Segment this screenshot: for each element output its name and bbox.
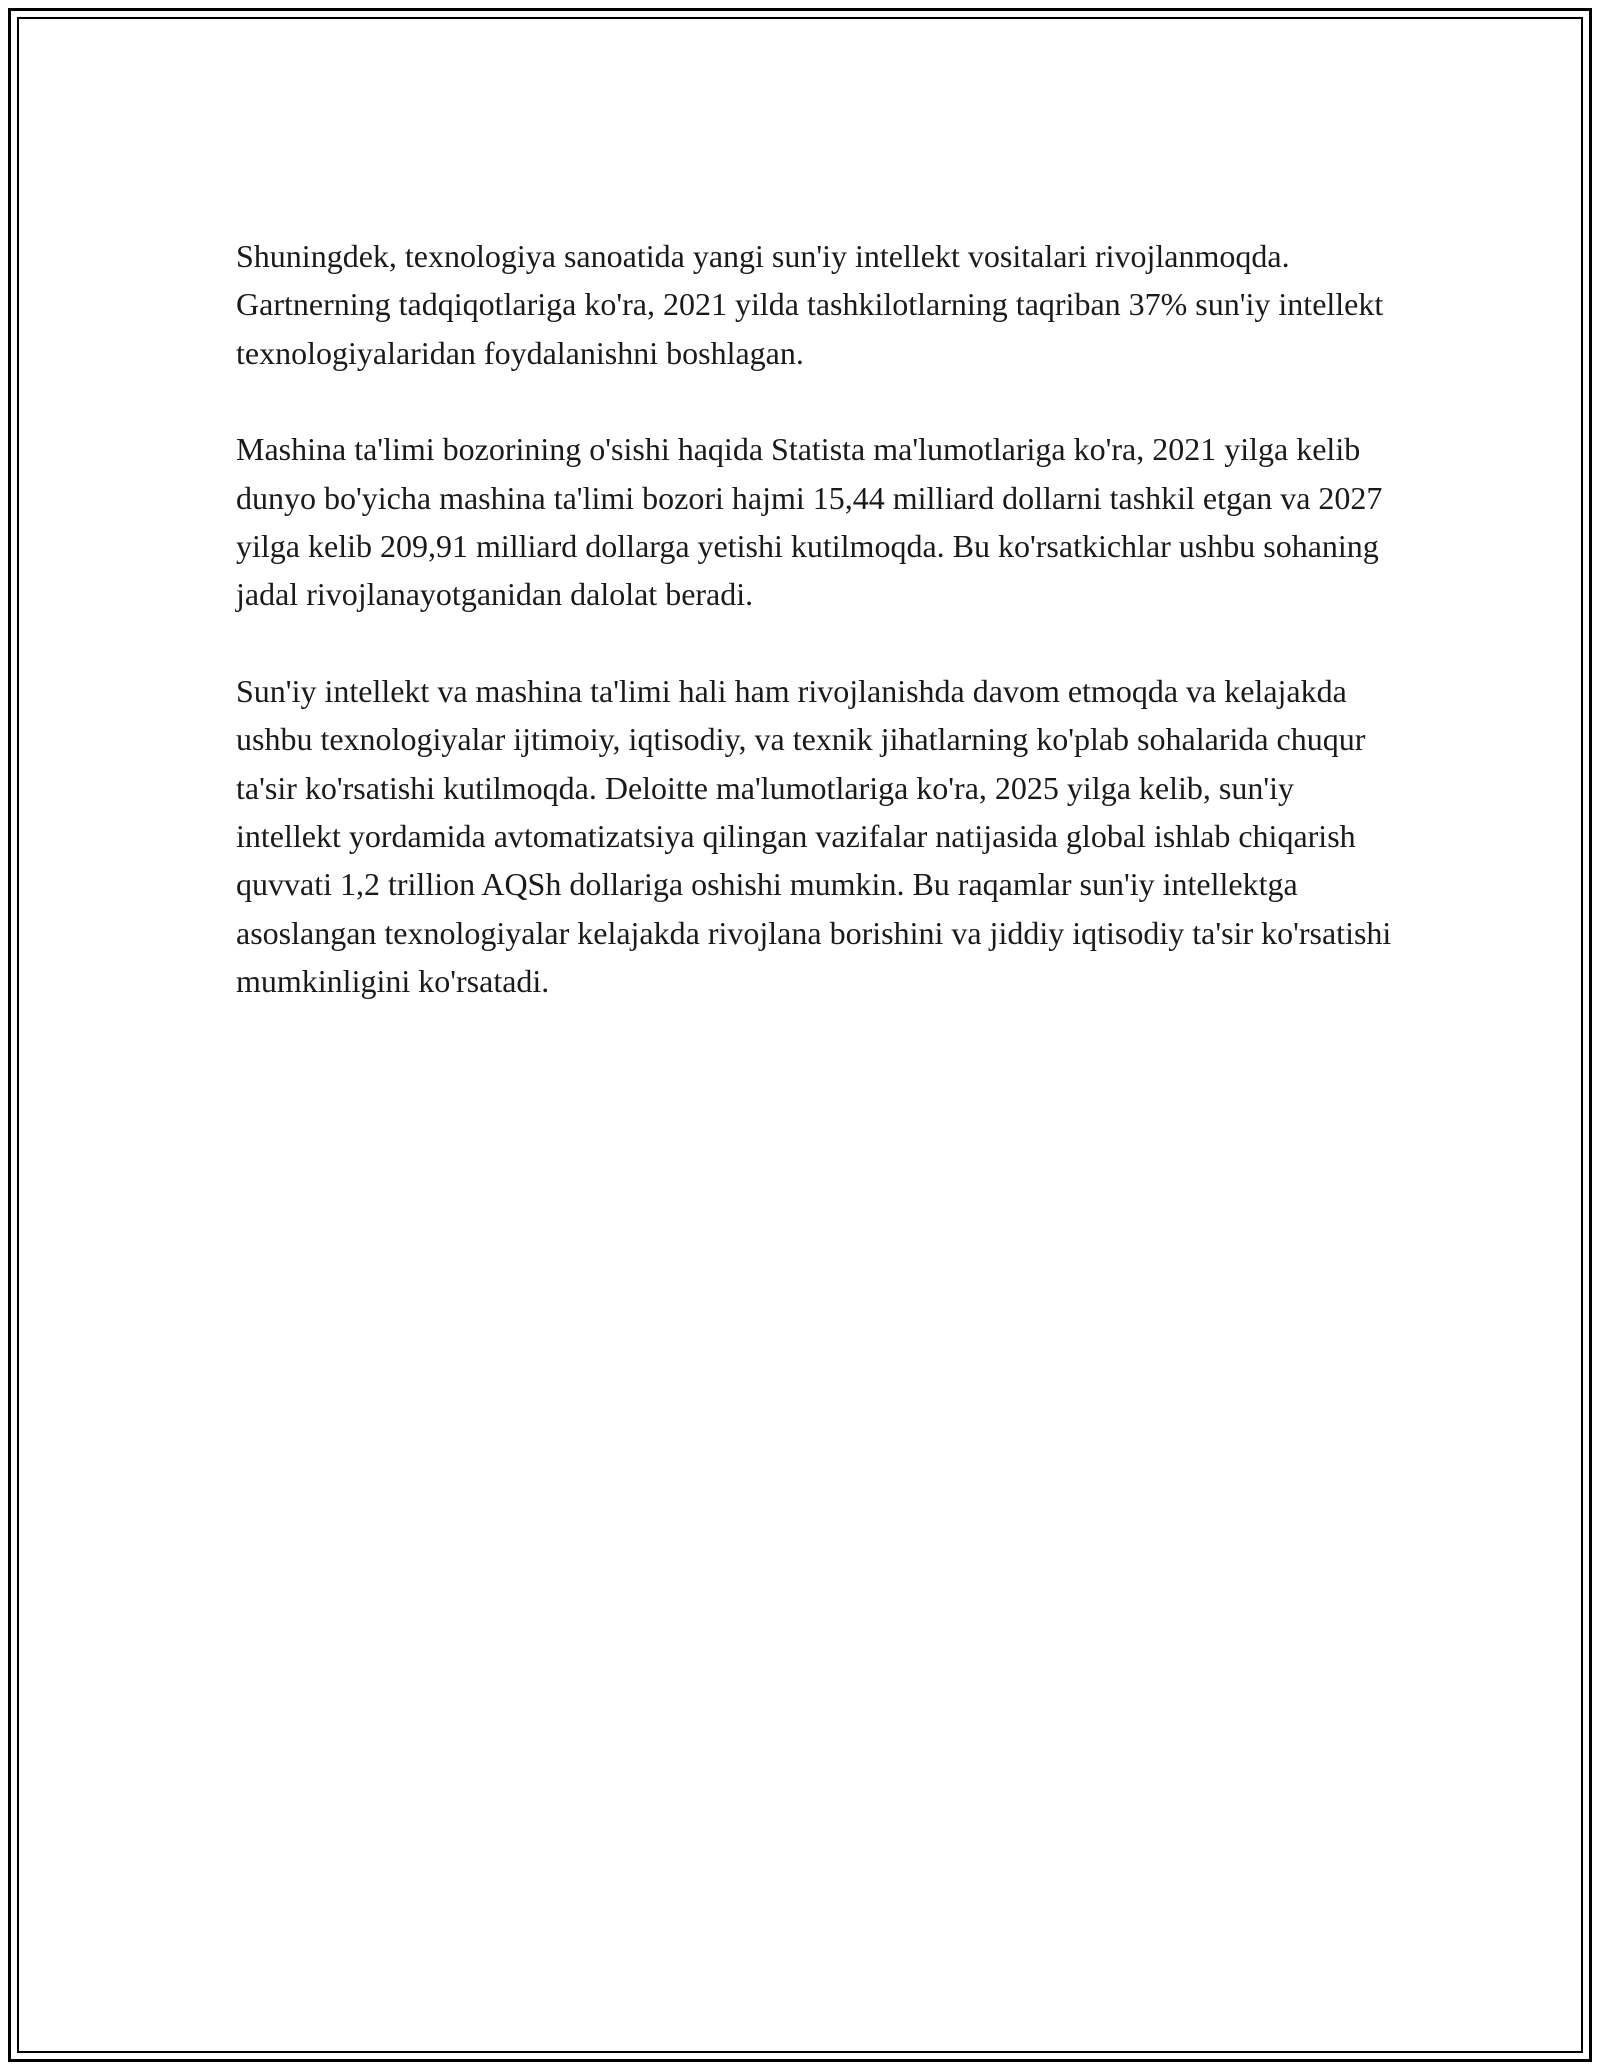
document-body xyxy=(236,232,1396,1054)
paragraph-statista: Mashina ta'limi bozorining o'sishi haqida Statista ma'lumotlariga ko'ra, 2021 yilga kelib dunyo bo'yicha mashina ta'limi bozori hajmi 15,44 milliard dollarni tashkil etgan va 2027 yilga kelib 209,91 milliard dollarga yetishi kutilmoqda. Bu ko'rsatkichlar ushbu sohaning jadal rivojlanayotganidan dalolat beradi. xyxy=(236,431,1383,613)
paragraph-gartner: Shuningdek, texnologiya sanoatida yangi sun'iy intellekt vositalari rivojlanmoqda. Gartnerning tadqiqotlariga ko'ra, 2021 yilda tashkilotlarning taqriban 37% sun'iy intellekt texnologiyalaridan foydalanishni boshlagan. xyxy=(236,238,1384,371)
paragraph-deloitte: Sun'iy intellekt va mashina ta'limi hali ham rivojlanishda davom etmoqda va kelajakda ushbu texnologiyalar ijtimoiy, iqtisodiy, va texnik jihatlarning ko'plab sohalarida chuqur ta'sir ko'rsatishi kutilmoqda. Deloitte ma'lumotlariga ko'ra, 2025 yilga kelib, sun'iy intellekt yordamida avtomatizatsiya qilingan vazifalar natijasida global ishlab chiqarish quvvati 1,2 trillion AQSh dollariga oshishi mumkin. Bu raqamlar sun'iy intellektga asoslangan texnologiyalar kelajakda rivojlana borishini va jiddiy iqtisodiy ta'sir ko'rsatishi mumkinligini ko'rsatadi. xyxy=(236,672,1392,1000)
